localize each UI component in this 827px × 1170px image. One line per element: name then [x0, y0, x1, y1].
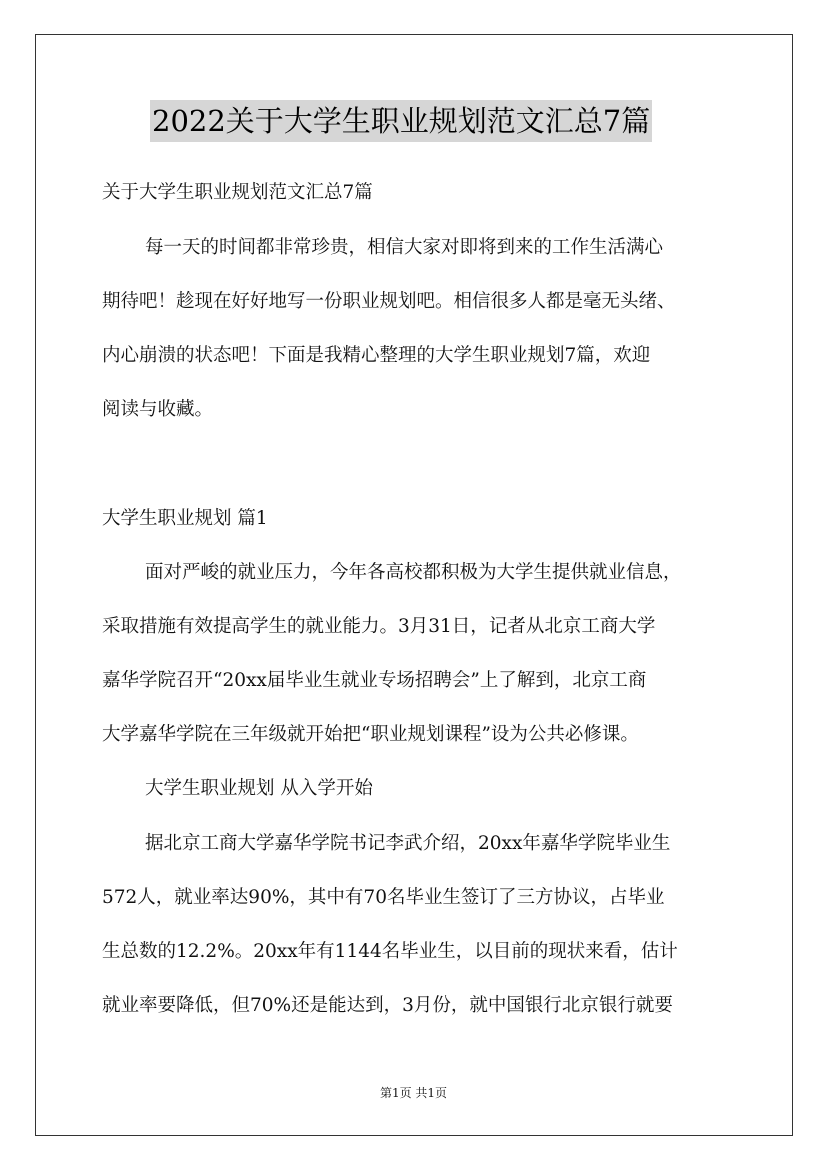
- intro-line-3: 内心崩溃的状态吧！下面是我精心整理的大学生职业规划7篇，欢迎: [102, 345, 651, 366]
- section-line-3: 嘉华学院召开“20xx届毕业生就业专场招聘会”上了解到，北京工商: [102, 670, 647, 691]
- detail-line-4: 就业率要降低，但70%还是能达到，3月份，就中国银行北京银行就要: [102, 995, 673, 1016]
- intro-line-2: 期待吧！趁现在好好地写一份职业规划吧。相信很多人都是毫无头绪、: [102, 291, 676, 312]
- section-line-2: 采取措施有效提高学生的就业能力。3月31日，记者从北京工商大学: [102, 616, 656, 637]
- section-heading: 大学生职业规划 篇1: [102, 508, 268, 529]
- sub-heading: 大学生职业规划 从入学开始: [145, 778, 373, 799]
- page-footer: 第1页 共1页: [379, 1086, 448, 1100]
- intro-line-1: 每一天的时间都非常珍贵，相信大家对即将到来的工作生活满心: [145, 237, 664, 258]
- section-line-1: 面对严峻的就业压力，今年各高校都积极为大学生提供就业信息，: [145, 562, 682, 583]
- detail-line-3: 生总数的12.2%。20xx年有1144名毕业生，以目前的现状来看，估计: [102, 941, 678, 962]
- detail-line-1: 据北京工商大学嘉华学院书记李武介绍，20xx年嘉华学院毕业生: [145, 833, 671, 854]
- detail-line-2: 572人，就业率达90%，其中有70名毕业生签订了三方协议，占毕业: [102, 887, 665, 908]
- document-subtitle: 关于大学生职业规划范文汇总7篇: [102, 182, 373, 203]
- section-line-4: 大学嘉华学院在三年级就开始把“职业规划课程”设为公共必修课。: [102, 724, 639, 745]
- document-title: 2022关于大学生职业规划范文汇总7篇: [150, 100, 652, 142]
- intro-line-4: 阅读与收藏。: [102, 399, 214, 420]
